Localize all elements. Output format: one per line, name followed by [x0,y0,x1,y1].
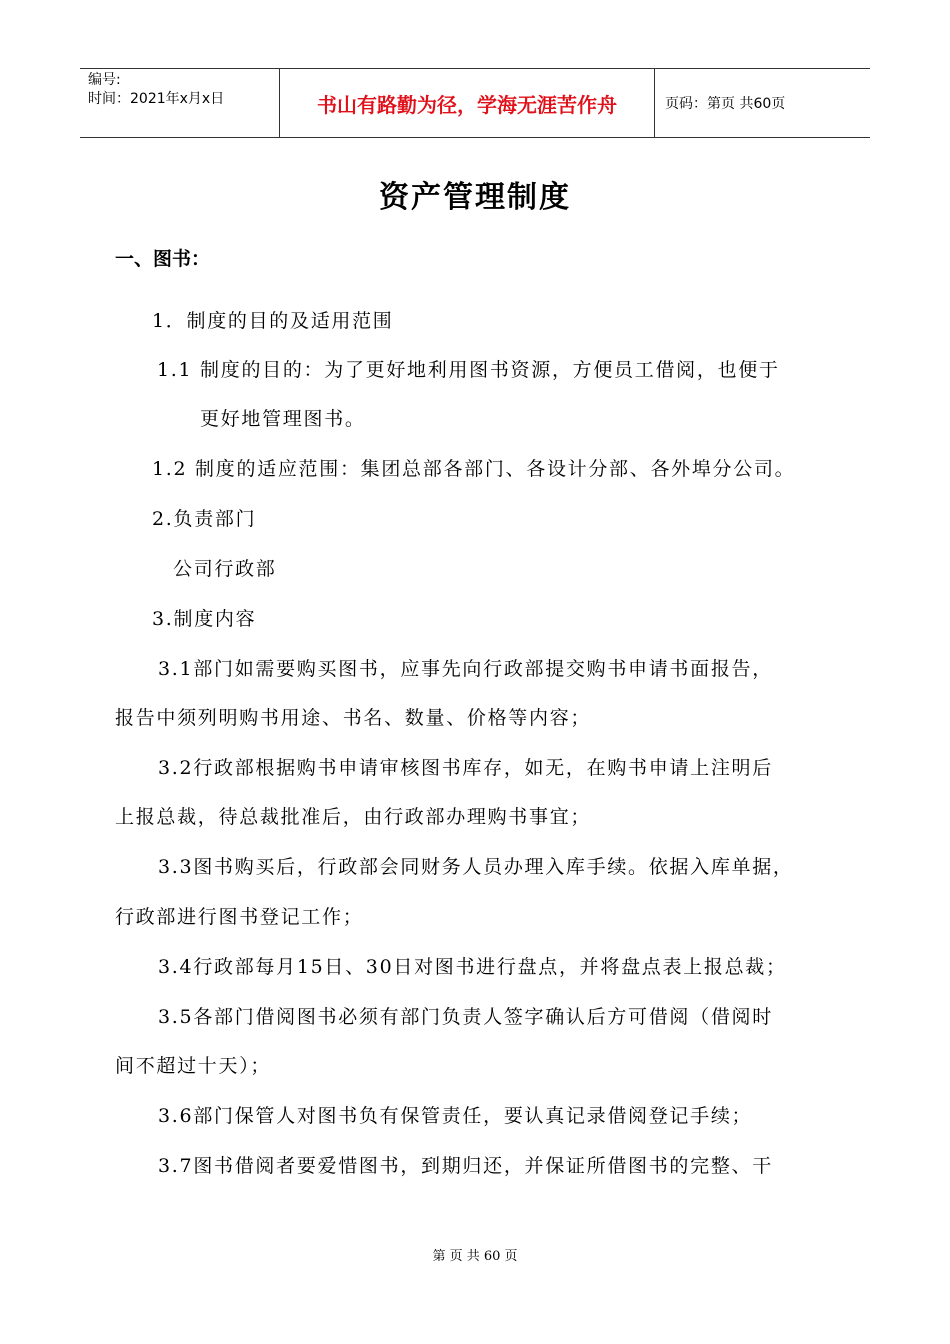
header-motto: 书山有路勤为径，学海无涯苦作舟 [280,69,655,137]
body-line: 3.1部门如需要购买图书，应事先向行政部提交购书申请书面报告， [158,658,773,680]
body-line: 3.6部门保管人对图书负有保管责任，要认真记录借阅登记手续； [158,1105,753,1127]
body-line: 间不超过十天）； [115,1055,272,1077]
body-line: 3.7图书借阅者要爱惜图书，到期归还，并保证所借图书的完整、干 [158,1155,773,1177]
body-line: 公司行政部 [173,558,277,580]
body-line: 2.负责部门 [152,508,257,530]
body-line: 3.2行政部根据购书申请审核图书库存，如无，在购书申请上注明后 [158,757,773,779]
body-line: 上报总裁，待总裁批准后，由行政部办理购书事宜； [115,806,592,828]
body-line: 3.制度内容 [152,608,257,630]
body-line: 行政部进行图书登记工作； [115,906,364,928]
time-label: 时间：2021年x月x日 [88,91,225,107]
body-line: 3.4行政部每月15日、30日对图书进行盘点，并将盘点表上报总裁； [158,956,787,978]
body-line: 3.3图书购买后，行政部会同财务人员办理入库手续。依据入库单据， [158,856,794,878]
header-page-info: 页码：第页 共60页 [665,96,786,112]
body-line: 1.1 制度的目的：为了更好地利用图书资源，方便员工借阅，也便于 [157,359,780,381]
body-line: 1．制度的目的及适用范围 [152,310,394,332]
number-label: 编号: [88,72,121,88]
document-title: 资产管理制度 [379,180,571,215]
body-line: 报告中须列明购书用途、书名、数量、价格等内容； [115,707,592,729]
section-heading: 一、图书： [115,248,211,270]
body-line: 3.5各部门借阅图书必须有部门负责人签字确认后方可借阅（借阅时 [158,1006,773,1028]
page-header [80,68,870,138]
page-footer: 第 页 共 60 页 [432,1249,518,1264]
body-line: 1.2 制度的适应范围：集团总部各部门、各设计分部、各外埠分公司。 [152,458,796,480]
header-meta [80,69,280,137]
body-line: 更好地管理图书。 [200,408,366,430]
